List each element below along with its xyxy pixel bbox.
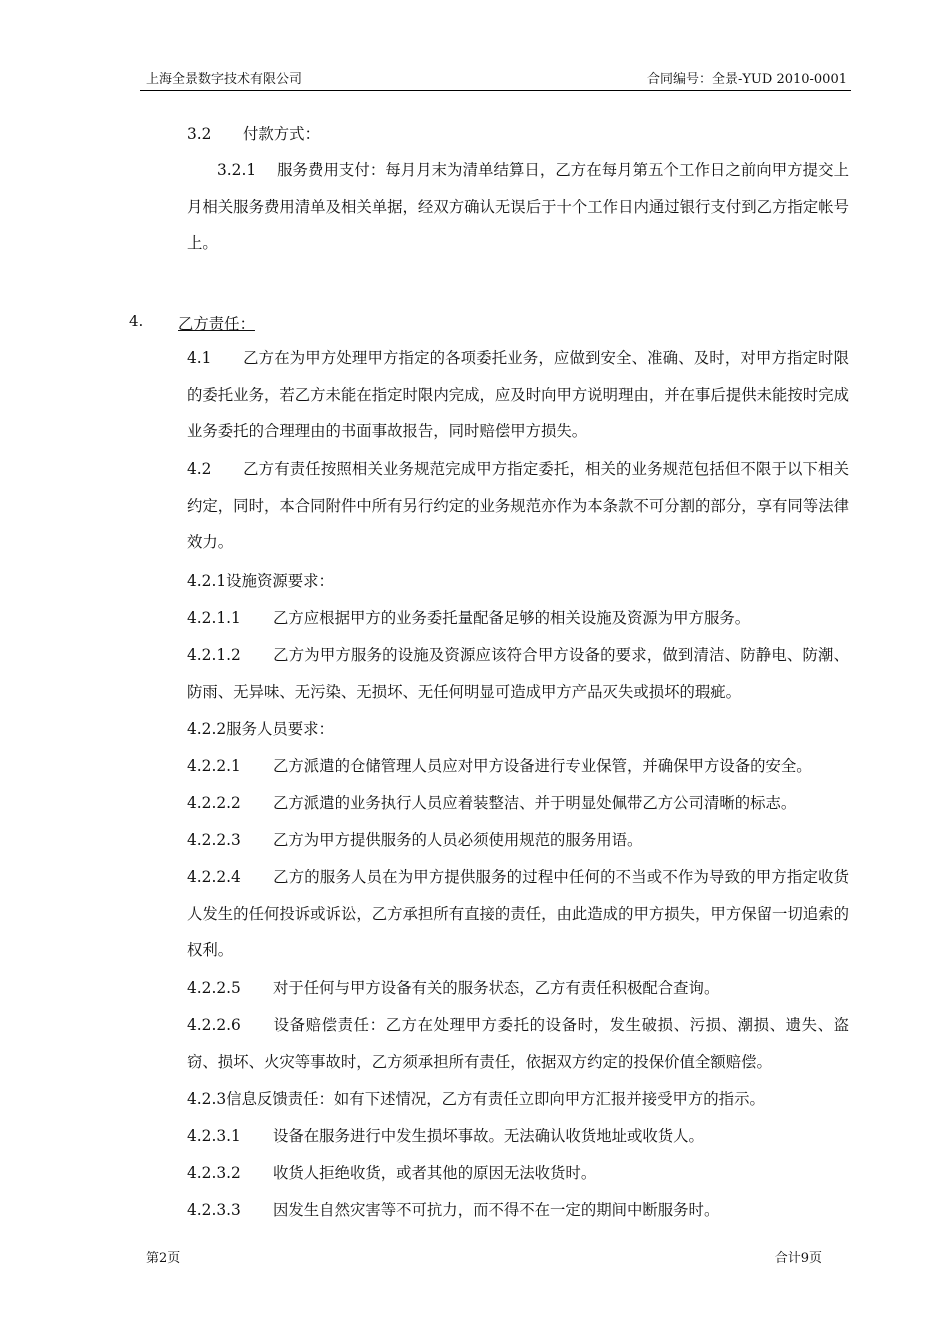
clause-4-2-2-3 [187,822,849,859]
clause-text: 设施资源要求： [226,572,334,590]
clause-4-2-2-1 [187,748,849,785]
clause-4-2-3-1 [187,1118,849,1155]
clause-number: 4.2.1.2 [187,646,241,664]
clause-4-2-2-4 [187,859,849,969]
clause-number: 3.2 [187,125,212,143]
clause-text: 乙方为甲方提供服务的人员必须使用规范的服务用语。 [273,831,643,849]
clause-number: 4.2.3.2 [187,1164,241,1182]
clause-text: 对于任何与甲方设备有关的服务状态，乙方有责任积极配合查询。 [273,979,720,997]
clause-text: 乙方应根据甲方的业务委托量配备足够的相关设施及资源为甲方服务。 [273,609,751,627]
section-title: 乙方责任： [178,315,255,333]
clause-4-2-2-6 [187,1007,849,1080]
clause-text: 乙方为甲方服务的设施及资源应该符合甲方设备的要求，做到清洁、防静电、防潮、防雨、无异味、无污染、无损坏、无任何明显可造成甲方产品灭失或损坏的瑕疵。 [187,646,849,701]
section-number: 4. [129,312,144,330]
clause-number: 4.2.3.3 [187,1201,241,1219]
clause-4-2-3-3 [187,1192,849,1229]
clause-text: 乙方的服务人员在为甲方提供服务的过程中任何的不当或不作为导致的甲方指定收货人发生的任何投诉或诉讼，乙方承担所有直接的责任，由此造成的甲方损失，甲方保留一切追索的权利。 [187,868,849,959]
clause-4-2-3 [187,1081,849,1118]
clause-number: 4.2.1.1 [187,609,241,627]
clause-number: 4.2.1 [187,572,227,590]
clause-text: 收货人拒绝收货，或者其他的原因无法收货时。 [273,1164,597,1182]
clause-text: 服务人员要求： [226,720,334,738]
clause-4-2-2 [187,711,849,748]
clause-text: 设备在服务进行中发生损坏事故。无法确认收货地址或收货人。 [273,1127,704,1145]
clause-3-2-1 [187,152,849,262]
clause-4-2-1-1 [187,600,849,637]
clause-3-2 [187,116,849,153]
clause-text: 因发生自然灾害等不可抗力，而不得不在一定的期间中断服务时。 [273,1201,720,1219]
clause-number: 4.2.2.2 [187,794,241,812]
clause-title: 付款方式： [243,125,320,143]
clause-text: 信息反馈责任：如有下述情况，乙方有责任立即向甲方汇报并接受甲方的指示。 [226,1090,765,1108]
clause-number: 4.2.3 [187,1090,227,1108]
clause-number: 4.1 [187,349,212,367]
clause-text: 乙方派遣的仓储管理人员应对甲方设备进行专业保管，并确保甲方设备的安全。 [273,757,812,775]
page-number: 第2页 [146,1251,181,1266]
clause-4-2-2-2 [187,785,849,822]
page-header [140,70,851,91]
clause-text: 乙方有责任按照相关业务规范完成甲方指定委托，相关的业务规范包括但不限于以下相关约定，同时，本合同附件中所有另行约定的业务规范亦作为本条款不可分割的部分，享有同等法律效力。 [187,460,849,551]
clause-number: 3.2.1 [217,161,257,179]
clause-4-2-1-2 [187,637,849,710]
header-company: 上海全景数字技术有限公司 [146,72,303,87]
clause-number: 4.2.2.6 [187,1016,241,1034]
clause-4-1 [187,340,849,450]
clause-number: 4.2.2.1 [187,757,241,775]
clause-number: 4.2 [187,460,212,478]
clause-text: 设备赔偿责任：乙方在处理甲方委托的设备时，发生破损、污损、潮损、遗失、盗窃、损坏、火灾等事故时，乙方须承担所有责任，依据双方约定的投保价值全额赔偿。 [187,1016,849,1071]
total-pages: 合计9页 [774,1251,822,1266]
clause-number: 4.2.2.5 [187,979,241,997]
clause-4-2-2-5 [187,970,849,1007]
clause-number: 4.2.2.3 [187,831,241,849]
clause-number: 4.2.3.1 [187,1127,241,1145]
clause-number: 4.2.2.4 [187,868,241,886]
clause-text: 乙方派遣的业务执行人员应着装整洁、并于明显处佩带乙方公司清晰的标志。 [273,794,797,812]
header-contract-number: 合同编号：全景-YUD 2010-0001 [646,72,847,87]
clause-text: 乙方在为甲方处理甲方指定的各项委托业务，应做到安全、准确、及时，对甲方指定时限的委托业务，若乙方未能在指定时限内完成，应及时向甲方说明理由，并在事后提供未能按时完成业务委托的合理理由的书面事故报告，同时赔偿甲方损失。 [187,349,849,440]
clause-4-2-3-2 [187,1155,849,1192]
clause-4-2-1 [187,563,849,600]
clause-text: 服务费用支付：每月月末为清单结算日，乙方在每月第五个工作日之前向甲方提交上月相关服务费用清单及相关单据，经双方确认无误后于十个工作日内通过银行支付到乙方指定帐号上。 [187,161,849,252]
clause-4-2 [187,451,849,561]
clause-number: 4.2.2 [187,720,227,738]
